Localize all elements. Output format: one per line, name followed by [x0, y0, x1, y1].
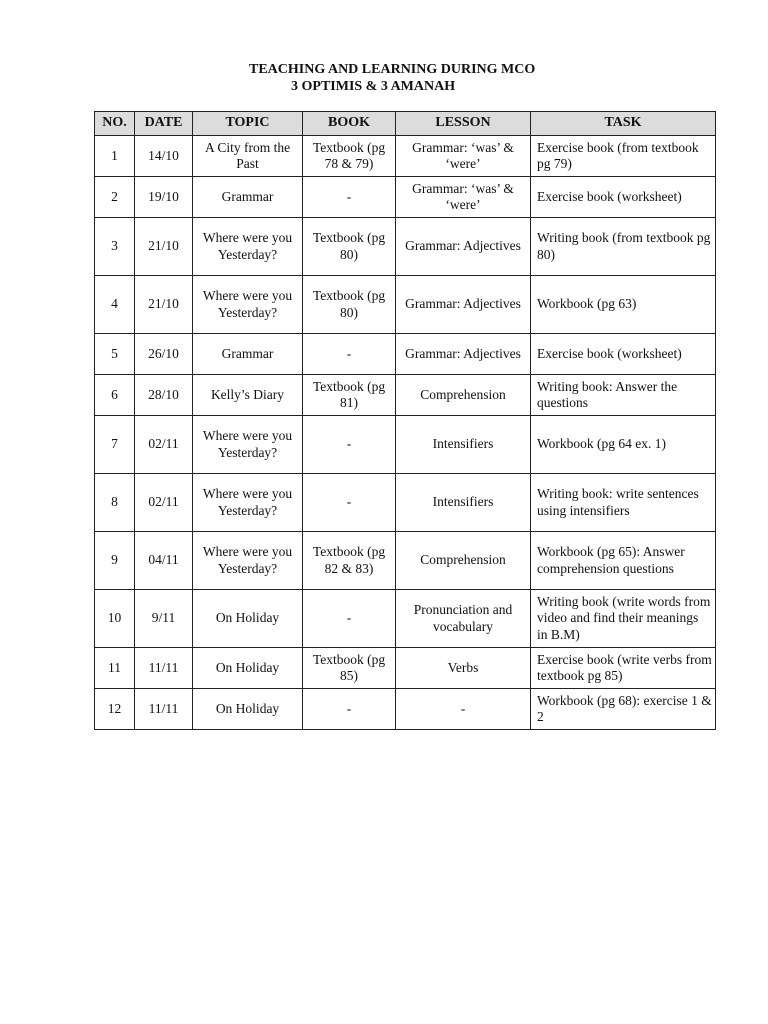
cell-lesson: Grammar: ‘was’ & ‘were’ [396, 136, 531, 177]
cell-no: 8 [95, 474, 135, 532]
cell-task: Writing book (write words from video and find their meanings in B.M) [531, 590, 716, 648]
table-row [95, 276, 716, 334]
cell-date: 11/11 [135, 648, 193, 689]
cell-date: 04/11 [135, 532, 193, 590]
cell-lesson: Verbs [396, 648, 531, 689]
cell-no: 7 [95, 416, 135, 474]
cell-lesson: Grammar: Adjectives [396, 334, 531, 375]
table-row [95, 375, 716, 416]
cell-date: 11/11 [135, 689, 193, 730]
cell-topic: On Holiday [193, 590, 303, 648]
cell-date: 26/10 [135, 334, 193, 375]
cell-no: 6 [95, 375, 135, 416]
cell-topic: Grammar [193, 177, 303, 218]
column-header-topic: TOPIC [193, 112, 303, 136]
cell-topic: A City from the Past [193, 136, 303, 177]
cell-task: Workbook (pg 68): exercise 1 & 2 [531, 689, 716, 730]
cell-book: - [303, 177, 396, 218]
table-row [95, 136, 716, 177]
cell-lesson: Pronunciation and vocabulary [396, 590, 531, 648]
cell-task: Workbook (pg 65): Answer comprehension questions [531, 532, 716, 590]
cell-date: 02/11 [135, 474, 193, 532]
cell-book: Textbook (pg 81) [303, 375, 396, 416]
table-row [95, 218, 716, 276]
cell-book: - [303, 590, 396, 648]
cell-topic: Where were you Yesterday? [193, 474, 303, 532]
cell-date: 14/10 [135, 136, 193, 177]
table-row [95, 648, 716, 689]
cell-topic: Where were you Yesterday? [193, 416, 303, 474]
cell-task: Exercise book (from textbook pg 79) [531, 136, 716, 177]
column-header-no: NO. [95, 112, 135, 136]
cell-lesson: - [396, 689, 531, 730]
cell-lesson: Intensifiers [396, 416, 531, 474]
table-row [95, 416, 716, 474]
cell-no: 11 [95, 648, 135, 689]
table-row [95, 532, 716, 590]
cell-topic: Where were you Yesterday? [193, 218, 303, 276]
cell-date: 21/10 [135, 218, 193, 276]
cell-task: Writing book: write sentences using intensifiers [531, 474, 716, 532]
cell-book: - [303, 474, 396, 532]
cell-date: 02/11 [135, 416, 193, 474]
cell-no: 10 [95, 590, 135, 648]
cell-no: 12 [95, 689, 135, 730]
document-subtitle: 3 OPTIMIS & 3 AMANAH [291, 79, 456, 94]
cell-no: 1 [95, 136, 135, 177]
cell-date: 28/10 [135, 375, 193, 416]
cell-no: 5 [95, 334, 135, 375]
column-header-task: TASK [531, 112, 716, 136]
cell-lesson: Grammar: ‘was’ & ‘were’ [396, 177, 531, 218]
table-row [95, 590, 716, 648]
lesson-schedule-table [94, 111, 716, 730]
cell-topic: On Holiday [193, 648, 303, 689]
column-header-date: DATE [135, 112, 193, 136]
cell-task: Writing book (from textbook pg 80) [531, 218, 716, 276]
cell-topic: Where were you Yesterday? [193, 276, 303, 334]
column-header-lesson: LESSON [396, 112, 531, 136]
cell-book: Textbook (pg 78 & 79) [303, 136, 396, 177]
cell-no: 4 [95, 276, 135, 334]
cell-task: Workbook (pg 63) [531, 276, 716, 334]
cell-topic: On Holiday [193, 689, 303, 730]
cell-lesson: Intensifiers [396, 474, 531, 532]
table-row [95, 474, 716, 532]
table-header-row [95, 112, 716, 136]
table-row [95, 177, 716, 218]
column-header-book: BOOK [303, 112, 396, 136]
cell-task: Exercise book (worksheet) [531, 177, 716, 218]
cell-topic: Kelly’s Diary [193, 375, 303, 416]
cell-no: 2 [95, 177, 135, 218]
cell-date: 19/10 [135, 177, 193, 218]
cell-book: Textbook (pg 80) [303, 276, 396, 334]
cell-book: Textbook (pg 80) [303, 218, 396, 276]
cell-task: Exercise book (worksheet) [531, 334, 716, 375]
cell-no: 3 [95, 218, 135, 276]
cell-book: Textbook (pg 85) [303, 648, 396, 689]
document-title: TEACHING AND LEARNING DURING MCO [249, 62, 536, 77]
cell-book: - [303, 334, 396, 375]
cell-lesson: Comprehension [396, 375, 531, 416]
table-row [95, 689, 716, 730]
table-row [95, 334, 716, 375]
cell-lesson: Grammar: Adjectives [396, 276, 531, 334]
cell-date: 9/11 [135, 590, 193, 648]
cell-date: 21/10 [135, 276, 193, 334]
cell-book: Textbook (pg 82 & 83) [303, 532, 396, 590]
cell-task: Workbook (pg 64 ex. 1) [531, 416, 716, 474]
cell-lesson: Comprehension [396, 532, 531, 590]
cell-topic: Grammar [193, 334, 303, 375]
cell-task: Exercise book (write verbs from textbook pg 85) [531, 648, 716, 689]
cell-book: - [303, 689, 396, 730]
cell-lesson: Grammar: Adjectives [396, 218, 531, 276]
cell-book: - [303, 416, 396, 474]
cell-no: 9 [95, 532, 135, 590]
cell-topic: Where were you Yesterday? [193, 532, 303, 590]
cell-task: Writing book: Answer the questions [531, 375, 716, 416]
